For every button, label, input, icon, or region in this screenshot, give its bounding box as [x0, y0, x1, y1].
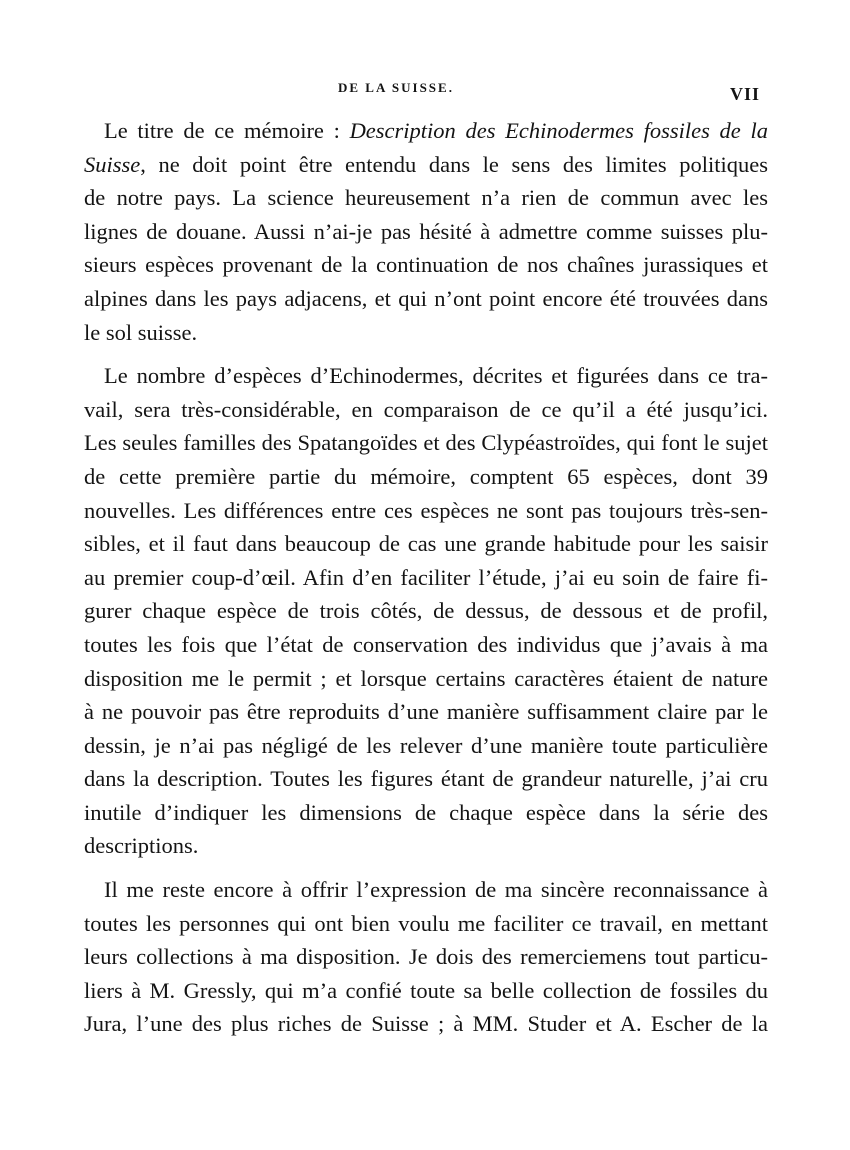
text-line: sieurs espèces provenant de la continuation de nos chaînes jurassiques et	[84, 252, 768, 278]
text-line: nouvelles. Les différences entre ces espèces ne sont pas toujours très-sen-	[84, 497, 768, 523]
text-line: de cette première partie du mémoire, comptent 65 espèces, dont 39	[84, 463, 768, 489]
text-run: Le titre de ce mémoire :	[104, 118, 350, 143]
memoir-title-italic: Description des Echinodermes fossiles de la	[349, 118, 768, 143]
text-line: toutes les personnes qui ont bien voulu me faciliter ce travail, en mettant	[84, 910, 768, 936]
text-line: inutile d’indiquer les dimensions de chaque espèce dans la série des	[84, 799, 768, 825]
text-line: Jura, l’une des plus riches de Suisse ; à MM. Studer et A. Escher de la	[84, 1011, 768, 1037]
paragraph-3	[84, 873, 768, 1041]
body-text	[84, 114, 768, 1041]
text-line: vail, sera très-considérable, en comparaison de ce qu’il a été jusqu’ici.	[84, 396, 768, 422]
text-line: Le nombre d’espèces d’Echinodermes, décrites et figurées dans ce tra-	[104, 363, 768, 389]
text-line: dans la description. Toutes les figures étant de grandeur naturelle, j’ai cru	[84, 766, 768, 792]
text-run: , ne doit point être entendu dans le sens des limites politiques	[140, 151, 768, 177]
text-line: le sol suisse.	[84, 319, 198, 345]
paragraph-2	[84, 359, 768, 863]
text-line: Les seules familles des Spatangoïdes et des Clypéastroïdes, qui font le sujet	[84, 430, 768, 456]
text-line	[84, 148, 768, 182]
text-line: dessin, je n’ai pas négligé de les relever d’une manière toute particulière	[84, 732, 768, 758]
memoir-title-italic: Suisse	[84, 151, 141, 177]
running-head: DE LA SUISSE.	[338, 80, 454, 95]
text-line: descriptions.	[84, 833, 199, 859]
page-number: VII	[730, 84, 761, 104]
text-line: à ne pouvoir pas être reproduits d’une manière suffisamment claire par le	[84, 699, 768, 725]
text-line: Il me reste encore à offrir l’expression de ma sincère reconnaissance à	[104, 877, 768, 903]
text-line	[84, 114, 768, 148]
text-line: sibles, et il faut dans beaucoup de cas une grande habitude pour les saisir	[84, 531, 768, 557]
text-line: liers à M. Gressly, qui m’a confié toute sa belle collection de fossiles du	[84, 977, 768, 1003]
text-line: de notre pays. La science heureusement n’a rien de commun avec les	[84, 185, 768, 211]
text-line: au premier coup-d’œil. Afin d’en faciliter l’étude, j’ai eu soin de faire fi-	[84, 564, 768, 590]
text-line: gurer chaque espèce de trois côtés, de dessus, de dessous et de profil,	[84, 598, 768, 624]
text-line: leurs collections à ma disposition. Je dois des remerciemens tout particu-	[84, 944, 768, 970]
text-line: alpines dans les pays adjacens, et qui n’ont point encore été trouvées dans	[84, 285, 768, 311]
text-line: toutes les fois que l’état de conservation des individus que j’avais à ma	[84, 631, 768, 657]
paragraph-1	[84, 114, 768, 349]
text-line: disposition me le permit ; et lorsque certains caractères étaient de nature	[84, 665, 768, 691]
paragraph-gap	[84, 349, 768, 359]
paragraph-gap	[84, 863, 768, 873]
text-line: lignes de douane. Aussi n’ai-je pas hésité à admettre comme suisses plu-	[84, 218, 768, 244]
